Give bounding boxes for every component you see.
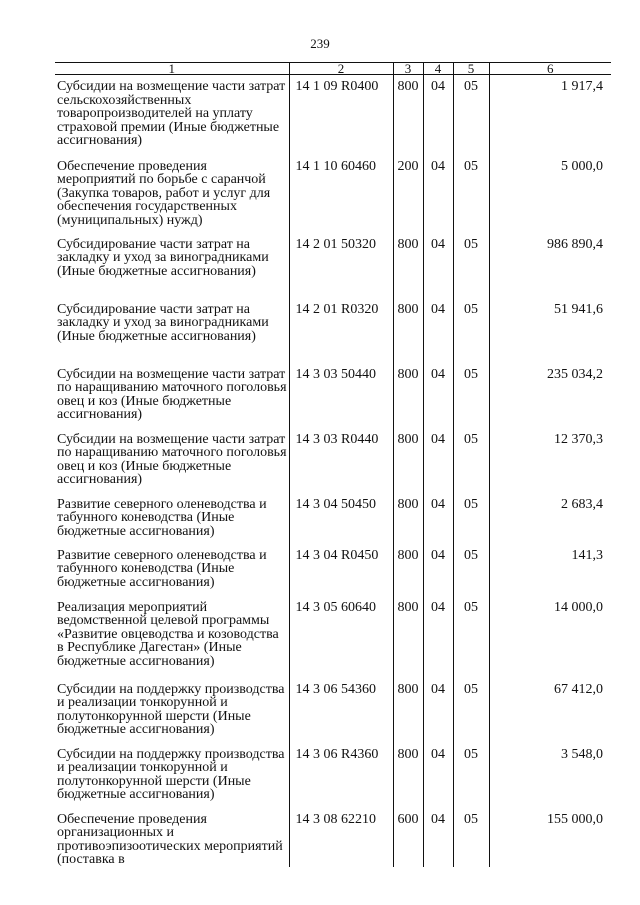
row-amount: 235 034,2 xyxy=(489,363,611,428)
row-col3: 200 xyxy=(393,155,423,233)
row-amount: 986 890,4 xyxy=(489,233,611,298)
row-code: 14 3 03 R0440 xyxy=(289,428,393,493)
row-amount: 5 000,0 xyxy=(489,155,611,233)
row-col4: 04 xyxy=(423,544,453,596)
row-description: Субсидии на возмещение части затрат по наращиванию маточного поголовья овец и коз (Иные бюджетные ассигнования) xyxy=(57,366,287,422)
row-description: Субсидии на поддержку производства и реализации тонкорунной и полутонкорунной шерсти (Иные бюджетные ассигнования) xyxy=(57,746,285,802)
budget-table-container xyxy=(55,62,611,867)
table-header-row xyxy=(55,63,611,75)
column-header: 6 xyxy=(489,63,611,75)
row-col4: 04 xyxy=(423,743,453,808)
row-code: 14 3 06 R4360 xyxy=(289,743,393,808)
column-header: 3 xyxy=(393,63,423,75)
row-description: Субсидии на возмещение части затрат по наращиванию маточного поголовья овец и коз (Иные бюджетные ассигнования) xyxy=(57,431,287,487)
row-col3: 800 xyxy=(393,596,423,678)
row-amount: 155 000,0 xyxy=(489,808,611,867)
row-col5: 05 xyxy=(453,75,489,155)
column-header: 2 xyxy=(289,63,393,75)
row-description: Обеспечение проведения мероприятий по борьбе с саранчой (Закупка товаров, работ и услуг для обеспечения государственных (муниципальных) нужд) xyxy=(57,158,271,228)
row-col3: 800 xyxy=(393,298,423,363)
row-col4: 04 xyxy=(423,808,453,867)
row-code: 14 3 04 50450 xyxy=(289,493,393,544)
table-row xyxy=(55,596,611,678)
column-header: 5 xyxy=(453,63,489,75)
row-col4: 04 xyxy=(423,233,453,298)
row-description: Субсидирование части затрат на закладку и уход за виноградниками (Иные бюджетные ассигнования) xyxy=(57,236,269,279)
row-amount: 12 370,3 xyxy=(489,428,611,493)
row-col3: 800 xyxy=(393,493,423,544)
row-amount: 67 412,0 xyxy=(489,678,611,743)
row-col4: 04 xyxy=(423,678,453,743)
row-col3: 800 xyxy=(393,428,423,493)
row-col5: 05 xyxy=(453,596,489,678)
row-col4: 04 xyxy=(423,155,453,233)
row-code: 14 2 01 R0320 xyxy=(289,298,393,363)
row-col5: 05 xyxy=(453,493,489,544)
row-code: 14 1 09 R0400 xyxy=(289,75,393,155)
row-amount: 51 941,6 xyxy=(489,298,611,363)
row-amount: 2 683,4 xyxy=(489,493,611,544)
table-row xyxy=(55,233,611,298)
table-body xyxy=(55,75,611,867)
row-col5: 05 xyxy=(453,155,489,233)
row-code: 14 3 08 62210 xyxy=(289,808,393,867)
row-col4: 04 xyxy=(423,75,453,155)
row-col5: 05 xyxy=(453,678,489,743)
row-code: 14 3 03 50440 xyxy=(289,363,393,428)
row-description: Субсидии на возмещение части затрат сельскохозяйственных товаропроизводителей на уплату страховой премии (Иные бюджетные ассигнования) xyxy=(57,79,286,148)
row-col4: 04 xyxy=(423,493,453,544)
row-col3: 800 xyxy=(393,233,423,298)
row-col4: 04 xyxy=(423,298,453,363)
row-col3: 600 xyxy=(393,808,423,867)
row-amount: 14 000,0 xyxy=(489,596,611,678)
table-row xyxy=(55,678,611,743)
row-col5: 05 xyxy=(453,544,489,596)
row-col3: 800 xyxy=(393,544,423,596)
budget-table xyxy=(55,62,611,867)
row-col5: 05 xyxy=(453,743,489,808)
row-col4: 04 xyxy=(423,596,453,678)
page-number: 239 xyxy=(310,36,330,51)
row-code: 14 3 06 54360 xyxy=(289,678,393,743)
row-description: Развитие северного оленеводства и табунного коневодства (Иные бюджетные ассигнования) xyxy=(57,547,267,590)
column-header: 1 xyxy=(55,63,289,75)
row-code: 14 3 05 60640 xyxy=(289,596,393,678)
row-description: Обеспечение проведения организационных и противоэпизоотических мероприятий (поставка в xyxy=(57,811,283,867)
column-header: 4 xyxy=(423,63,453,75)
table-row xyxy=(55,298,611,363)
table-row xyxy=(55,428,611,493)
row-code: 14 1 10 60460 xyxy=(289,155,393,233)
row-col3: 800 xyxy=(393,363,423,428)
row-col3: 800 xyxy=(393,743,423,808)
table-row xyxy=(55,808,611,867)
row-col5: 05 xyxy=(453,808,489,867)
table-row xyxy=(55,544,611,596)
row-code: 14 3 04 R0450 xyxy=(289,544,393,596)
row-col5: 05 xyxy=(453,428,489,493)
row-description: Субсидирование части затрат на закладку и уход за виноградниками (Иные бюджетные ассигнования) xyxy=(57,301,269,344)
row-col4: 04 xyxy=(423,363,453,428)
row-col5: 05 xyxy=(453,298,489,363)
row-amount: 141,3 xyxy=(489,544,611,596)
row-col3: 800 xyxy=(393,678,423,743)
row-description: Развитие северного оленеводства и табунного коневодства (Иные бюджетные ассигнования) xyxy=(57,496,267,539)
row-col3: 800 xyxy=(393,75,423,155)
row-code: 14 2 01 50320 xyxy=(289,233,393,298)
table-row xyxy=(55,743,611,808)
row-col5: 05 xyxy=(453,363,489,428)
row-description: Реализация мероприятий ведомственной целевой программы «Развитие овцеводства и козоводства в Республике Дагестан» (Иные бюджетные ассигнования) xyxy=(57,599,279,669)
row-col4: 04 xyxy=(423,428,453,493)
table-row xyxy=(55,493,611,544)
table-row xyxy=(55,363,611,428)
row-amount: 1 917,4 xyxy=(489,75,611,155)
table-row xyxy=(55,155,611,233)
table-row xyxy=(55,75,611,155)
row-amount: 3 548,0 xyxy=(489,743,611,808)
row-description: Субсидии на поддержку производства и реализации тонкорунной и полутонкорунной шерсти (Иные бюджетные ассигнования) xyxy=(57,681,285,737)
row-col5: 05 xyxy=(453,233,489,298)
